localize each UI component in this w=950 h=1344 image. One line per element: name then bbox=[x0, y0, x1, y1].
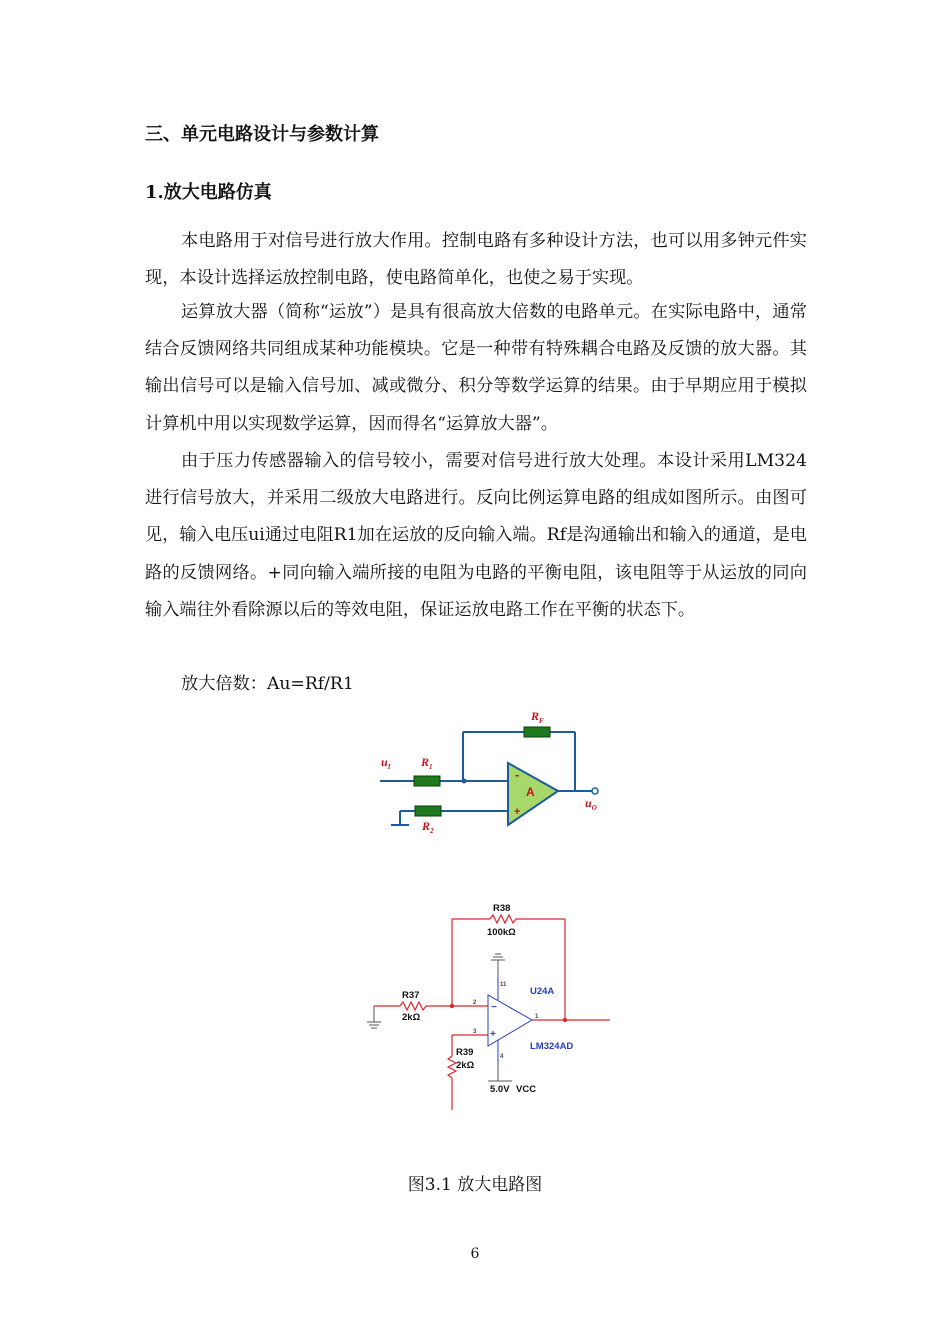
r1-label: $R_1$ bbox=[421, 755, 433, 771]
paragraph-design: 由于压力传感器输入的信号较小，需要对信号进行放大处理。本设计采用LM324进行信号放大，并采用二级放大电路进行。反向比例运算电路的组成如图所示。由图可见，输入电压ui通过电阻R1加在运放的反向输入端。Rf是沟通输出和输入的通道，是电路的反馈网络。+同向输入端所接的电阻为电路的平衡电阻，该电阻等于从运放的同向输入端往外看除源以后的等效电阻，保证运放电路工作在平衡的状态下。 bbox=[145, 451, 807, 620]
resistor-r2 bbox=[415, 806, 441, 816]
inverting-input-sign: - bbox=[515, 767, 520, 782]
output-terminal bbox=[592, 788, 598, 794]
opamp-minus-sign: − bbox=[491, 1002, 497, 1013]
pin-vminus-number: 4 bbox=[500, 1054, 504, 1060]
page-number: 6 bbox=[470, 1246, 480, 1262]
output-voltage-label: $u_O$ bbox=[585, 796, 597, 812]
part-model: LM324AD bbox=[530, 1041, 574, 1052]
part-reference: U24A bbox=[530, 986, 555, 997]
r39-name: R39 bbox=[456, 1047, 474, 1058]
supply-name: VCC bbox=[516, 1084, 537, 1095]
pin-out-number: 1 bbox=[535, 1014, 539, 1020]
r2-label: $R_2$ bbox=[422, 819, 434, 835]
junction-dot-input bbox=[450, 1004, 454, 1008]
pin-minus-number: 2 bbox=[473, 1000, 477, 1006]
section-heading: 三、单元电路设计与参数计算 bbox=[145, 124, 379, 145]
inverting-amplifier-diagram bbox=[370, 705, 620, 845]
rf-label: $R_F$ bbox=[531, 709, 544, 725]
pin-plus-number: 3 bbox=[473, 1029, 477, 1035]
junction-dot-output bbox=[563, 1018, 567, 1022]
figure-caption: 图3.1 放大电路图 bbox=[407, 1175, 543, 1195]
paragraph-gain-formula: 放大倍数：Au=Rf/R1 bbox=[181, 674, 354, 694]
resistor-r1 bbox=[414, 776, 440, 786]
resistor-rf bbox=[524, 727, 550, 737]
opamp-plus-sign: + bbox=[490, 1029, 496, 1040]
pin-vplus-number: 11 bbox=[500, 982, 507, 988]
subsection-heading: 1.放大电路仿真 bbox=[145, 182, 272, 203]
amp-label: A bbox=[526, 785, 535, 799]
r38-name: R38 bbox=[493, 903, 511, 914]
junction-dot bbox=[462, 779, 467, 784]
paragraph-intro: 本电路用于对信号进行放大作用。控制电路有多种设计方法，也可以用多钟元件实现，本设计选择运放控制电路，使电路简单化，也使之易于实现。 bbox=[145, 231, 807, 289]
paragraph-opamp: 运算放大器（简称“运放”）是具有很高放大倍数的电路单元。在实际电路中，通常结合反馈网络共同组成某种功能模块。它是一种带有特殊耦合电路及反馈的放大器。其输出信号可以是输入信号加、减或微分、积分等数学运算的结果。由于早期应用于模拟计算机中用以实现数学运算，因而得名“运算放大器”。 bbox=[145, 302, 807, 434]
lm324-schematic bbox=[360, 898, 615, 1113]
noninverting-input-sign: + bbox=[514, 806, 521, 818]
r37-name: R37 bbox=[402, 990, 420, 1001]
supply-value: 5.0V bbox=[490, 1084, 510, 1095]
input-voltage-label: $u_I$ bbox=[381, 755, 391, 771]
r37-value: 2kΩ bbox=[402, 1012, 421, 1023]
r39-value: 2kΩ bbox=[456, 1060, 475, 1071]
r38-value: 100kΩ bbox=[487, 927, 516, 938]
